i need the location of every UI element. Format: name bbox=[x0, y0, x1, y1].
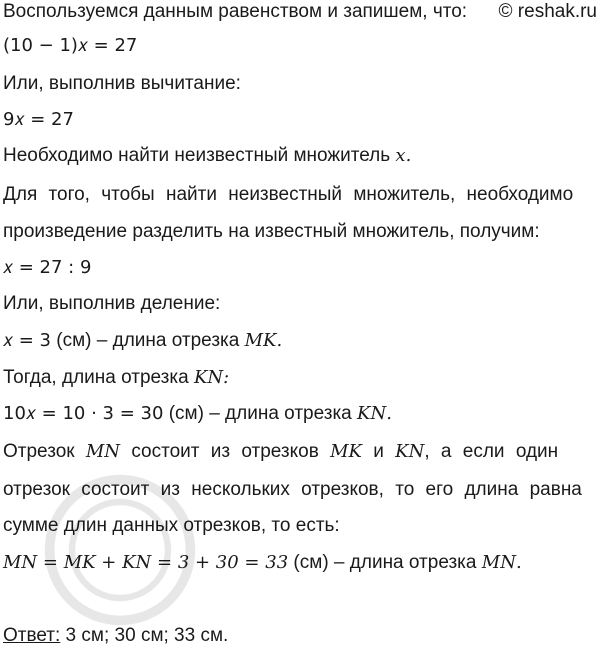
line-10-variable: 𝑀𝐾. bbox=[244, 330, 283, 351]
line-12-variable: 𝐾𝑁. bbox=[357, 403, 392, 424]
text-line-16 bbox=[3, 551, 522, 575]
text-line-6: Для того, чтобы найти неизвестный множитель, необходимо bbox=[3, 184, 574, 205]
answer-value: 3 см; 30 см; 33 см. bbox=[60, 625, 229, 646]
text-line-10 bbox=[3, 329, 282, 353]
line-11-text: Тогда, длина отрезка bbox=[3, 367, 194, 388]
line-16-variable: 𝑀𝑁. bbox=[481, 552, 522, 573]
text-line-15: сумме длин данных отрезков, то есть: bbox=[3, 515, 340, 536]
line-13-kn: 𝐾𝑁 bbox=[395, 441, 425, 462]
equation-line-2: (10 − 1)𝑥 = 27 bbox=[3, 35, 138, 56]
text-line-14: отрезок состоит из нескольких отрезков, то его длина равна bbox=[3, 479, 582, 500]
line-16-text: (см) – длина отрезка bbox=[288, 552, 482, 573]
line-12-math: 10𝑥 = 10 ⋅ 3 = 30 bbox=[3, 403, 164, 424]
line-13-b: состоит из отрезков bbox=[120, 441, 331, 462]
line-16-math: 𝑀𝑁 = 𝑀𝐾 + 𝐾𝑁 = 3 + 30 = 33 bbox=[3, 552, 289, 573]
line-11-variable: 𝐾𝑁: bbox=[193, 367, 230, 388]
text-line-1: Воспользуемся данным равенством и запишем, что: bbox=[3, 1, 468, 22]
text-line-5 bbox=[3, 144, 411, 168]
equation-line-8: 𝑥 = 27 : 9 bbox=[3, 257, 92, 278]
line-13-c: , а если один bbox=[424, 441, 559, 462]
text-line-9: Или, выполнив деление: bbox=[3, 293, 221, 314]
line-13-and: и bbox=[362, 441, 396, 462]
text-line-13 bbox=[3, 440, 558, 464]
answer-line bbox=[3, 624, 228, 648]
text-line-3: Или, выполнив вычитание: bbox=[3, 73, 241, 94]
line-5-text: Необходимо найти неизвестный множитель bbox=[3, 145, 396, 166]
line-10-math: 𝑥 = 3 bbox=[3, 330, 52, 351]
line-10-text: (см) – длина отрезка bbox=[51, 330, 245, 351]
text-line-11 bbox=[3, 366, 229, 390]
answer-label: Ответ: bbox=[3, 625, 61, 646]
copyright-label: © reshak.ru bbox=[498, 1, 597, 22]
line-5-variable: 𝑥. bbox=[395, 145, 412, 166]
text-line-12 bbox=[3, 402, 392, 426]
equation-line-4: 9𝑥 = 27 bbox=[3, 109, 74, 130]
line-12-text: (см) – длина отрезка bbox=[163, 403, 358, 424]
text-line-7: произведение разделить на известный множитель, получим: bbox=[3, 221, 540, 242]
line-13-mn: 𝑀𝑁 bbox=[85, 441, 121, 462]
line-13-mk: 𝑀𝐾 bbox=[330, 441, 362, 462]
line-13-a: Отрезок bbox=[3, 441, 86, 462]
